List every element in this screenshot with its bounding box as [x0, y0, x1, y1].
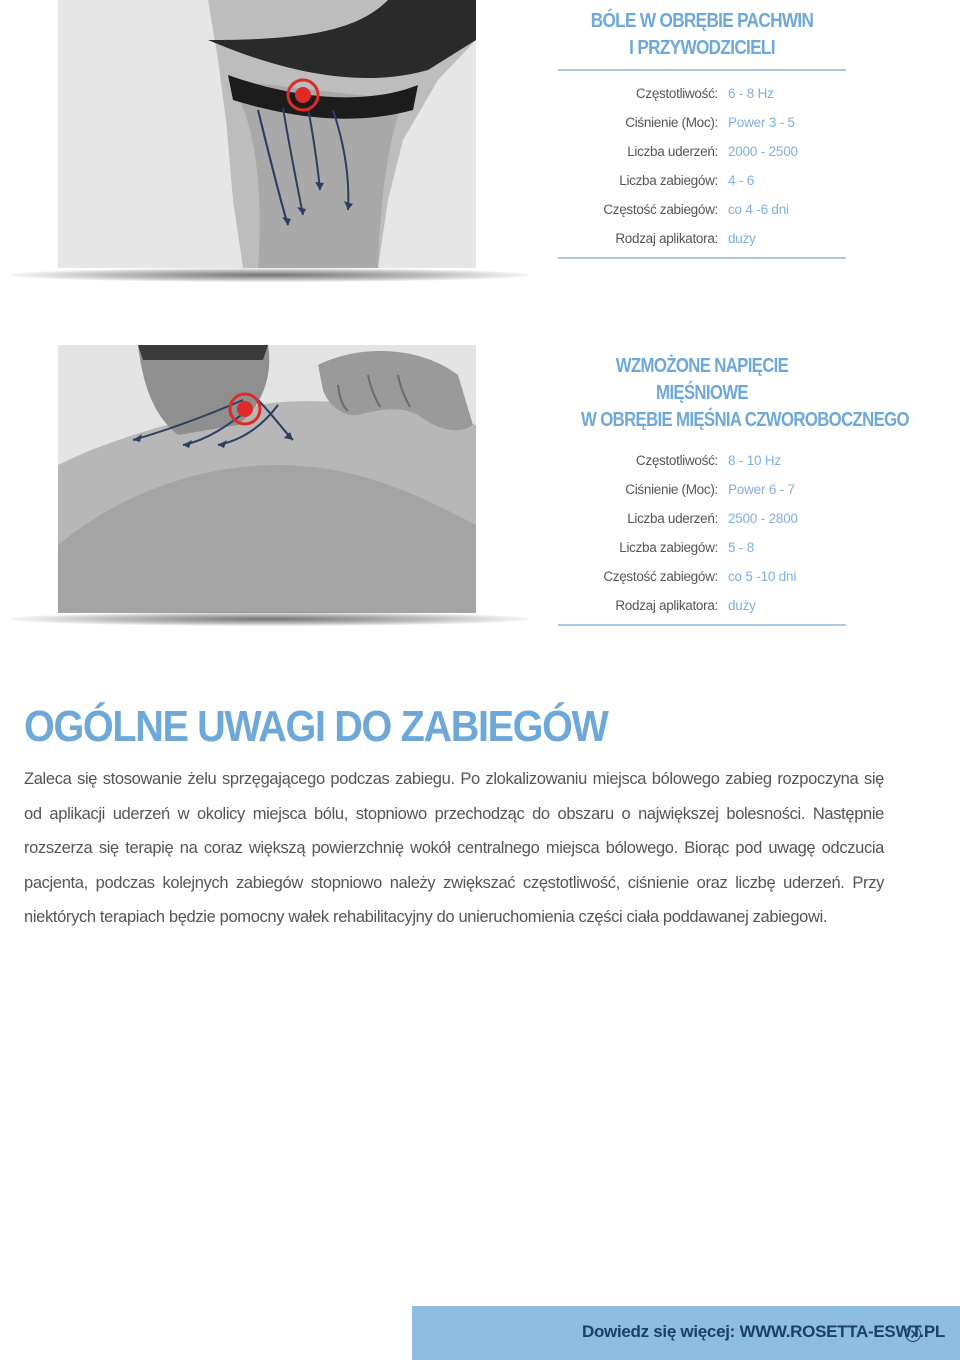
panel-title-line1: BÓLE W OBRĘBIE PACHWIN — [590, 10, 814, 32]
param-label: Ciśnienie (Moc): — [625, 115, 718, 130]
param-label: Liczba zabiegów: — [619, 173, 718, 188]
param-value: 4 - 6 — [728, 173, 755, 188]
param-label: Częstotliwość: — [635, 86, 718, 101]
chevron-right-circle-icon[interactable] — [905, 1326, 921, 1342]
param-value: 6 - 8 Hz — [728, 86, 774, 101]
param-row — [558, 224, 846, 253]
param-value: duży — [728, 231, 756, 246]
param-value: 5 - 8 — [728, 540, 755, 555]
photo-shadow — [10, 268, 530, 282]
param-value: Power 3 - 5 — [728, 115, 795, 130]
panel-divider — [558, 624, 846, 626]
website-link[interactable]: Dowiedz się więcej: WWW.ROSETTA-ESWT.PL — [582, 1322, 945, 1341]
general-notes-text: Zaleca się stosowanie żelu sprzęgającego podczas zabiegu. Po zlokalizowaniu miejsca bólowego zabieg rozpoczyna się od aplikacji uderzeń w okolicy miejsca bólu, stopniowo przechodząc do obszaru o największej bolesności. Następnie rozszerza się terapię na coraz większą powierzchnię wokół centralnego miejsca bólowego. Biorąc pod uwagę odczucia pacjenta, podczas kolejnych zabiegów stopniowo należy zwiększać częstotliwość, ciśnienie oraz liczbę uderzeń. Przy niektórych terapiach będzie pomocny wałek rehabilitacyjny do unieruchomienia części ciała poddawanej zabiegowi. — [24, 770, 884, 926]
thigh-treatment-photo — [58, 0, 476, 268]
param-row — [558, 137, 846, 166]
param-label: Rodzaj aplikatora: — [615, 598, 718, 613]
param-label: Liczba zabiegów: — [619, 540, 718, 555]
param-value: 8 - 10 Hz — [728, 453, 781, 468]
general-notes-title: OGÓLNE UWAGI DO ZABIEGÓW — [24, 702, 608, 751]
param-row — [558, 504, 846, 533]
param-label: Rodzaj aplikatora: — [615, 231, 718, 246]
treatment-panel-trapezius — [558, 353, 909, 626]
param-row — [558, 591, 846, 620]
param-row — [558, 475, 846, 504]
param-label: Ciśnienie (Moc): — [625, 482, 718, 497]
panel-divider — [558, 257, 846, 259]
trapezius-treatment-photo — [58, 345, 476, 613]
panel-title — [581, 353, 909, 434]
param-row — [558, 166, 846, 195]
panel-title-line2: I PRZYWODZICIELI — [629, 37, 775, 59]
param-label: Częstość zabiegów: — [603, 569, 718, 584]
param-value: duży — [728, 598, 756, 613]
param-row — [558, 562, 846, 591]
param-label: Częstotliwość: — [635, 453, 718, 468]
param-label: Częstość zabiegów: — [603, 202, 718, 217]
panel-title — [578, 8, 826, 62]
param-row — [558, 79, 846, 108]
param-row — [558, 195, 846, 224]
photo-shadow — [10, 612, 530, 626]
param-label: Liczba uderzeń: — [627, 511, 718, 526]
param-label: Liczba uderzeń: — [627, 144, 718, 159]
param-row — [558, 108, 846, 137]
panel-title-line1: WZMOŻONE NAPIĘCIE MIĘŚNIOWE — [615, 355, 789, 404]
param-row — [558, 446, 846, 475]
param-row — [558, 533, 846, 562]
param-value: co 5 -10 dni — [728, 569, 797, 584]
treatment-panel-groin — [558, 8, 846, 259]
param-value: Power 6 - 7 — [728, 482, 795, 497]
param-value: 2000 - 2500 — [728, 144, 798, 159]
param-value: 2500 - 2800 — [728, 511, 798, 526]
param-value: co 4 -6 dni — [728, 202, 789, 217]
panel-title-line2: W OBRĘBIE MIĘŚNIA CZWOROBOCZNEGO — [581, 409, 909, 431]
